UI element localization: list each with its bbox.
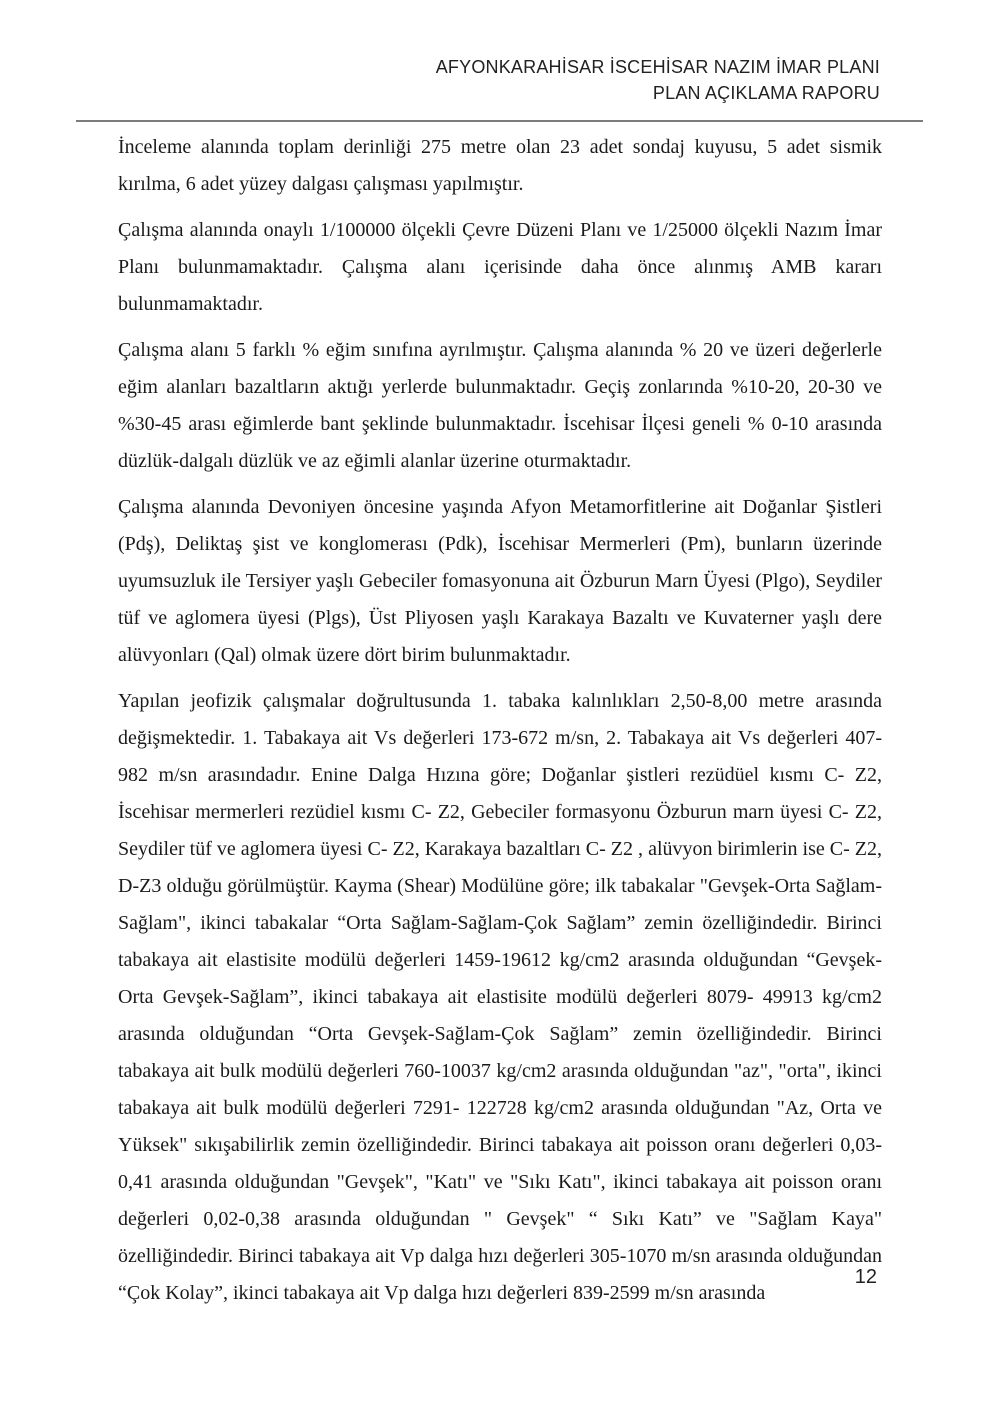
header-title-line-2: PLAN AÇIKLAMA RAPORU: [652, 83, 880, 103]
paragraph-slope-classes: Çalışma alanı 5 farklı % eğim sınıfına ayrılmıştır. Çalışma alanında % 20 ve üzeri değerlerle eğim alanları bazaltların aktığı yerlerde bulunmaktadır. Geçiş zonlarında %10-20, 20-30 ve %30-45 arası eğimlerde bant şeklinde bulunmaktadır. İscehisar İlçesi geneli % 0-10 arasında düzlük-dalgalı düzlük ve az eğimli alanlar üzerine oturmaktadır.: [118, 339, 882, 472]
paragraph-geologic-units: Çalışma alanında Devoniyen öncesine yaşında Afyon Metamorfitlerine ait Doğanlar Şistleri (Pdş), Deliktaş şist ve konglomerası (Pdk), İscehisar Mermerleri (Pm), bunların üzerinde uyumsuzluk ile Tersiyer yaşlı Gebeciler fomasyonuna ait Özburun Marn Üyesi (Plgo), Seydiler tüf ve aglomera üyesi (Plgs), Üst Pliyosen yaşlı Karakaya Bazaltı ve Kuvaterner yaşlı dere alüvyonları (Qal) olmak üzere dört birim bulunmaktadır.: [118, 496, 882, 666]
paragraph-geophysics-results: Yapılan jeofizik çalışmalar doğrultusunda 1. tabaka kalınlıkları 2,50-8,00 metre arasında değişmektedir. 1. Tabakaya ait Vs değerleri 173-672 m/sn, 2. Tabakaya ait Vs değerleri 407-982 m/sn arasındadır. Enine Dalga Hızına göre; Doğanlar şistleri rezüdüel kısmı C- Z2, İscehisar mermerleri rezüdiel kısmı C- Z2, Gebeciler formasyonu Özburun marn üyesi C- Z2, Seydiler tüf ve aglomera üyesi C- Z2, Karakaya bazaltları C- Z2 , alüvyon birimlerin ise C- Z2, D-Z3 olduğu görülmüştür. Kayma (Shear) Modülüne göre; ilk tabakalar "Gevşek-Orta Sağlam-Sağlam", ikinci tabakalar “Orta Sağlam-Sağlam-Çok Sağlam” zemin özelliğindedir. Birinci tabakaya ait elastisite modülü değerleri 1459-19612 kg/cm2 arasında olduğundan “Gevşek-Orta Gevşek-Sağlam”, ikinci tabakaya ait elastisite modülü değerleri 8079- 49913 kg/cm2 arasında olduğundan “Orta Gevşek-Sağlam-Çok Sağlam” zemin özelliğindedir. Birinci tabakaya ait bulk modülü değerleri 760-10037 kg/cm2 arasında olduğundan "az", "orta", ikinci tabakaya ait bulk modülü değerleri 7291- 122728 kg/cm2 arasında olduğundan "Az, Orta ve Yüksek" sıkışabilirlik zemin özelliğindedir. Birinci tabakaya ait poisson oranı değerleri 0,03-0,41 arasında olduğundan "Gevşek", "Katı" ve "Sıkı Katı", ikinci tabakaya ait poisson oranı değerleri 0,02-0,38 arasında olduğundan " Gevşek" “ Sıkı Katı” ve "Sağlam Kaya" özelliğindedir. Birinci tabakaya ait Vp dalga hızı değerleri 305-1070 m/sn arasında olduğundan “Çok Kolay”, ikinci tabakaya ait Vp dalga hızı değerleri 839-2599 m/sn arasında: [118, 690, 882, 1304]
header-title-line-1: AFYONKARAHİSAR İSCEHİSAR NAZIM İMAR PLANI: [435, 57, 880, 77]
report-header: [436, 54, 880, 106]
paragraph-drilling-summary: İnceleme alanında toplam derinliği 275 metre olan 23 adet sondaj kuyusu, 5 adet sismik kırılma, 6 adet yüzey dalgası çalışması yapılmıştır.: [118, 136, 882, 195]
document-body: [118, 129, 882, 1321]
header-divider-rule: [76, 120, 923, 122]
paragraph-plan-status: Çalışma alanında onaylı 1/100000 ölçekli Çevre Düzeni Planı ve 1/25000 ölçekli Nazım İmar Planı bulunmamaktadır. Çalışma alanı içerisinde daha önce alınmış AMB kararı bulunmamaktadır.: [118, 219, 882, 315]
page-number: 12: [854, 1266, 877, 1288]
